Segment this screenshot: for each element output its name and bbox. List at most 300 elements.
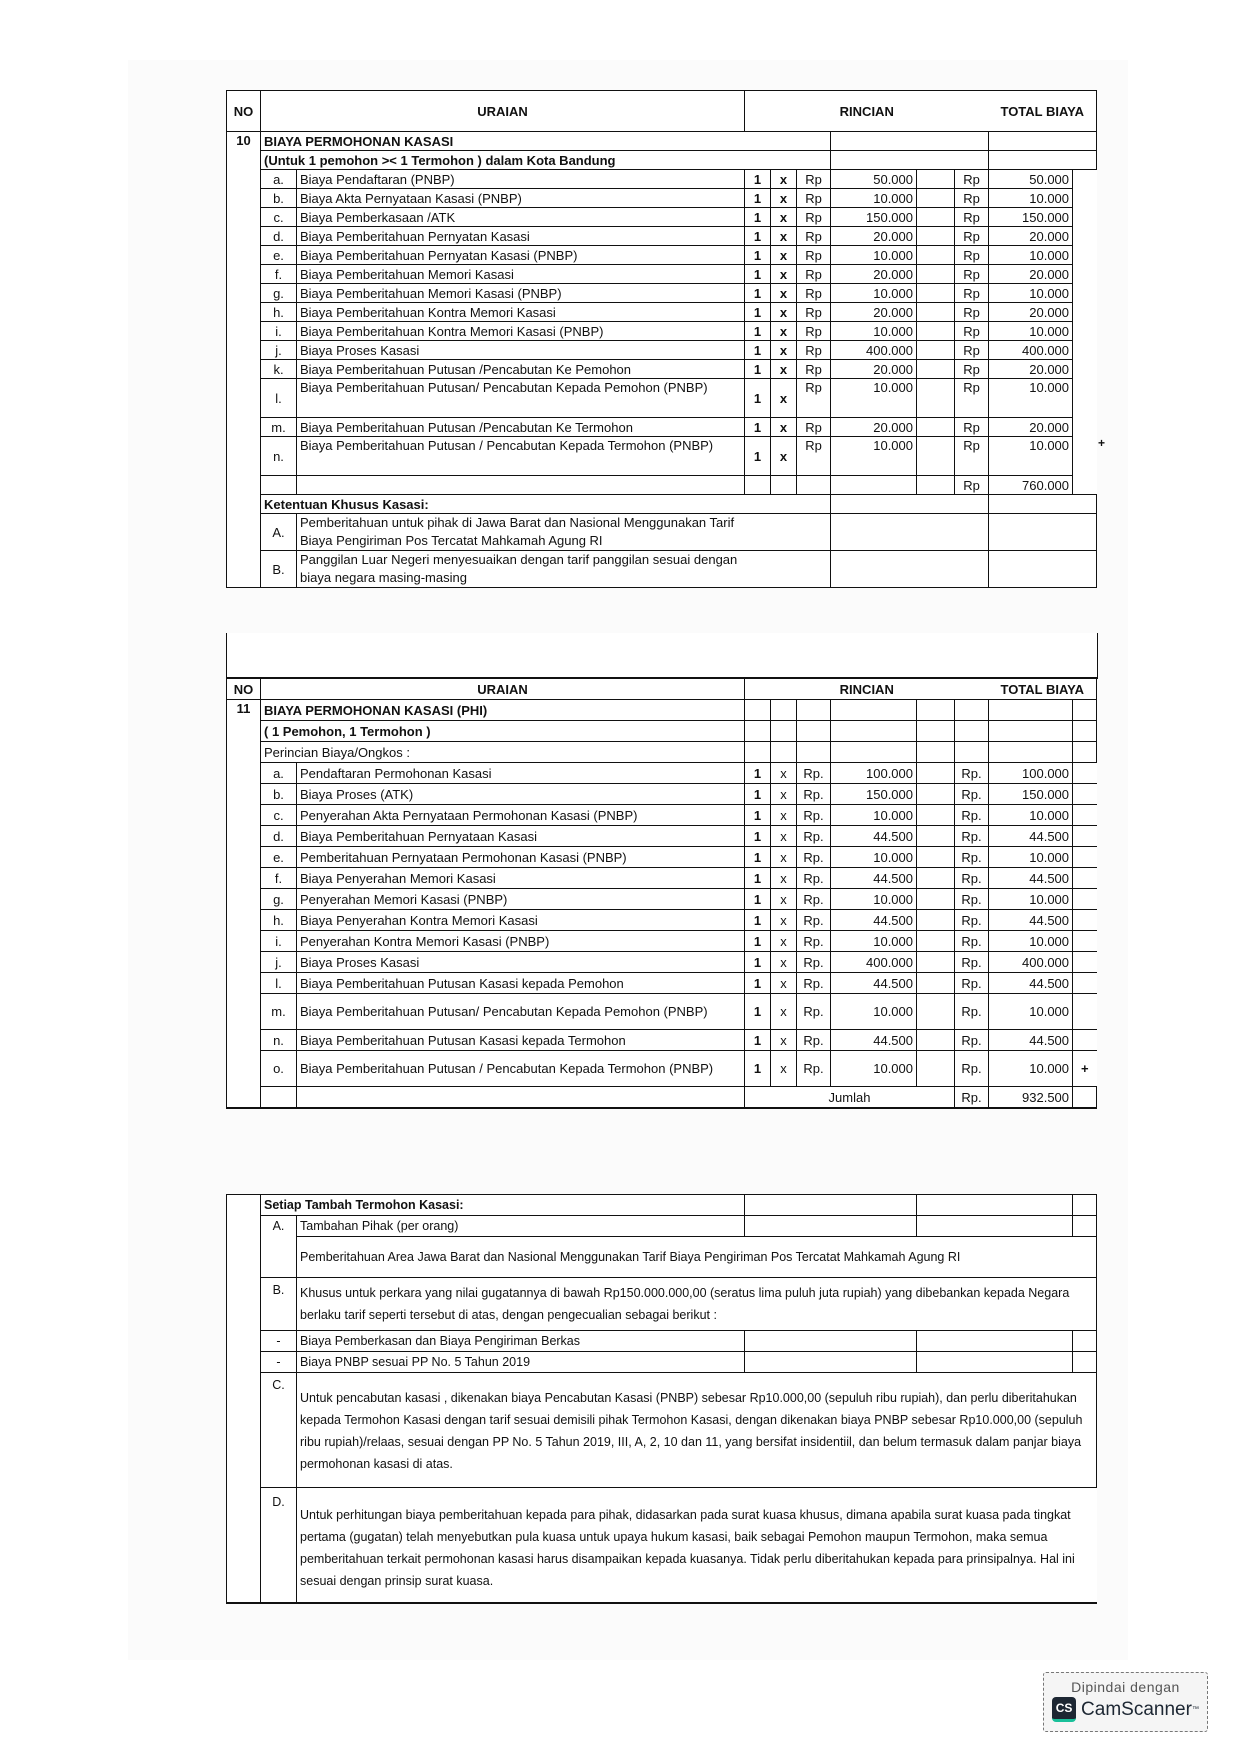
item-total: 10.000 (989, 284, 1073, 303)
item-currency: Rp. (797, 1030, 831, 1051)
item-letter: D. (261, 1488, 297, 1604)
item-letter: A. (261, 514, 297, 551)
item-total-currency: Rp. (955, 973, 989, 994)
item-times: x (771, 868, 797, 889)
item-unit-price: 10.000 (831, 246, 917, 265)
item-unit-price: 10.000 (831, 322, 917, 341)
item-total: 44.500 (989, 1030, 1073, 1051)
item-total: 50.000 (989, 170, 1073, 189)
item-currency: Rp. (797, 784, 831, 805)
bullet-row (227, 1331, 1097, 1352)
item-currency: Rp. (797, 889, 831, 910)
fee-item-row (227, 227, 1097, 246)
item-quantity: 1 (745, 910, 771, 931)
item-quantity: 1 (745, 437, 771, 476)
item-total: 20.000 (989, 418, 1073, 437)
item-total-currency: Rp (955, 208, 989, 227)
fee-item-row (227, 868, 1097, 889)
trademark-symbol: ™ (1191, 1706, 1199, 1713)
item-currency: Rp (797, 341, 831, 360)
item-times: x (771, 303, 797, 322)
item-total-currency: Rp (955, 379, 989, 418)
item-unit-price: 10.000 (831, 889, 917, 910)
section-number: 10 (227, 132, 261, 151)
sum-value: 932.500 (989, 1087, 1073, 1109)
grand-total-value: 760.000 (989, 476, 1073, 495)
item-total-currency: Rp. (955, 952, 989, 973)
item-currency: Rp. (797, 847, 831, 868)
additional-c-row (227, 1373, 1097, 1488)
additional-a-row (227, 1216, 1097, 1237)
plus-sign: + (1073, 1051, 1097, 1087)
additional-d-row (227, 1488, 1097, 1604)
item-quantity: 1 (745, 931, 771, 952)
item-currency: Rp (797, 265, 831, 284)
item-letter: a. (261, 170, 297, 189)
item-quantity: 1 (745, 418, 771, 437)
item-unit-price: 10.000 (831, 994, 917, 1030)
item-total: 400.000 (989, 952, 1073, 973)
fee-item-row (227, 931, 1097, 952)
item-total: 10.000 (989, 889, 1073, 910)
item-quantity: 1 (745, 826, 771, 847)
item-times: x (771, 826, 797, 847)
item-letter: l. (261, 379, 297, 418)
item-unit-price: 44.500 (831, 1030, 917, 1051)
fee-item-row (227, 170, 1097, 189)
item-letter: b. (261, 784, 297, 805)
item-unit-price: 400.000 (831, 341, 917, 360)
item-total-currency: Rp. (955, 763, 989, 784)
item-quantity: 1 (745, 889, 771, 910)
item-times: x (771, 973, 797, 994)
item-description: Biaya Pemberitahuan Putusan Kasasi kepada Termohon (297, 1030, 745, 1051)
item-unit-price: 10.000 (831, 1051, 917, 1087)
item-times: x (771, 910, 797, 931)
additional-d-text: Untuk perhitungan biaya pemberitahuan kepada para pihak, didasarkan pada surat kuasa khusus, dimana apabila surat kuasa pada tingkat pertama (gugatan) telah menyebutkan pula kuasa untuk upaya hukum kasasi, baik sebagai Pemohon maupun Termohon, maka semua pemberitahuan terkait permohonan kasasi harus disampaikan kepada kuasanya. Tidak perlu diberitahukan kepada para prinsipalnya. Hal ini sesuai dengan prinsip surat kuasa. (297, 1488, 1097, 1604)
section-title: BIAYA PERMOHONAN KASASI (PHI) (261, 700, 745, 721)
item-total-currency: Rp. (955, 826, 989, 847)
special-provisions-title: Ketentuan Khusus Kasasi: (261, 495, 831, 514)
fee-item-row (227, 1051, 1097, 1087)
special-title-row (227, 495, 1097, 514)
item-currency: Rp. (797, 763, 831, 784)
fee-item-row (227, 208, 1097, 227)
item-total-currency: Rp. (955, 805, 989, 826)
item-letter: i. (261, 322, 297, 341)
item-currency: Rp. (797, 973, 831, 994)
item-total: 44.500 (989, 826, 1073, 847)
fee-item-row (227, 805, 1097, 826)
breakdown-label: Perincian Biaya/Ongkos : (261, 742, 745, 763)
item-times: x (771, 170, 797, 189)
fee-item-row (227, 973, 1097, 994)
item-description: Biaya Pemberitahuan Putusan /Pencabutan Ke Termohon (297, 418, 745, 437)
text-line: Pemberitahuan untuk pihak di Jawa Barat dan Nasional Menggunakan Tarif (300, 515, 735, 530)
item-total-currency: Rp. (955, 910, 989, 931)
additional-a-text: Pemberitahuan Area Jawa Barat dan Nasional Menggunakan Tarif Biaya Pengiriman Pos Tercatat Mahkamah Agung RI (297, 1237, 1097, 1278)
special-provision-row (227, 551, 1097, 588)
additional-b-row (227, 1278, 1097, 1331)
item-letter: A. (261, 1216, 297, 1237)
header-total: TOTAL BIAYA (989, 91, 1097, 132)
item-letter: h. (261, 303, 297, 322)
item-unit-price: 20.000 (831, 227, 917, 246)
item-times: x (771, 763, 797, 784)
bullet-text: Biaya Pemberkasan dan Biaya Pengiriman Berkas (297, 1331, 745, 1352)
item-unit-price: 10.000 (831, 379, 917, 418)
item-total-currency: Rp (955, 322, 989, 341)
item-times: x (771, 208, 797, 227)
item-description: Biaya Pemberitahuan Putusan Kasasi kepada Pemohon (297, 973, 745, 994)
fee-item-row (227, 341, 1097, 360)
additional-a-label: Tambahan Pihak (per orang) (297, 1216, 745, 1237)
item-total-currency: Rp (955, 246, 989, 265)
bullet-text: Biaya PNBP sesuai PP No. 5 Tahun 2019 (297, 1352, 745, 1373)
grand-total-currency: Rp (955, 476, 989, 495)
item-unit-price: 44.500 (831, 826, 917, 847)
item-description: Biaya Pemberkasaan /ATK (297, 208, 745, 227)
item-total: 10.000 (989, 847, 1073, 868)
sum-row (227, 1087, 1097, 1109)
header-uraian: URAIAN (261, 91, 745, 132)
additional-a-text-row (227, 1237, 1097, 1278)
item-total: 20.000 (989, 360, 1073, 379)
item-times: x (771, 437, 797, 476)
item-quantity: 1 (745, 379, 771, 418)
item-currency: Rp (797, 208, 831, 227)
item-letter: C. (261, 1373, 297, 1488)
fee-table-10 (226, 90, 1097, 588)
item-unit-price: 50.000 (831, 170, 917, 189)
item-unit-price: 100.000 (831, 763, 917, 784)
item-total-currency: Rp (955, 227, 989, 246)
fee-item-row (227, 437, 1097, 476)
item-description: Biaya Proses Kasasi (297, 341, 745, 360)
item-currency: Rp (797, 418, 831, 437)
item-unit-price: 10.000 (831, 437, 917, 476)
item-description: Penyerahan Akta Pernyataan Permohonan Kasasi (PNBP) (297, 805, 745, 826)
item-currency: Rp (797, 437, 831, 476)
item-letter: m. (261, 418, 297, 437)
sum-label: Jumlah (745, 1087, 955, 1109)
item-total: 44.500 (989, 868, 1073, 889)
item-total: 10.000 (989, 379, 1073, 418)
item-total-currency: Rp (955, 170, 989, 189)
item-description: Biaya Akta Pernyataan Kasasi (PNBP) (297, 189, 745, 208)
item-quantity: 1 (745, 246, 771, 265)
breakdown-label-row (227, 742, 1097, 763)
fee-item-row (227, 360, 1097, 379)
item-description: Biaya Pendaftaran (PNBP) (297, 170, 745, 189)
item-currency: Rp (797, 360, 831, 379)
item-quantity: 1 (745, 1051, 771, 1087)
item-quantity: 1 (745, 189, 771, 208)
item-times: x (771, 1030, 797, 1051)
item-currency: Rp (797, 322, 831, 341)
item-description: Biaya Pemberitahuan Putusan/ Pencabutan Kepada Pemohon (PNBP) (297, 379, 745, 418)
item-total-currency: Rp (955, 418, 989, 437)
item-total-currency: Rp (955, 341, 989, 360)
plus-sign: + (1098, 436, 1106, 450)
item-description: Biaya Pemberitahuan Putusan /Pencabutan Ke Pemohon (297, 360, 745, 379)
item-description: Biaya Proses (ATK) (297, 784, 745, 805)
item-currency: Rp. (797, 805, 831, 826)
item-total: 20.000 (989, 227, 1073, 246)
additional-c-text: Untuk pencabutan kasasi , dikenakan biaya Pencabutan Kasasi (PNBP) sebesar Rp10.000,00 (sepuluh ribu rupiah), dan perlu diberitahukan kepada Termohon Kasasi dengan tarif sesuai demisili pihak Termohon Kasasi, dengan dikenakan biaya PNBP sebesar Rp10.000,00 (sepuluh ribu rupiah)/relaas, sesuai dengan PP No. 5 Tahun 2019, III, A, 2, 10 dan 11, yang bersifat insidentiil, dan belum termasuk dalam panjar biaya permohonan kasasi di atas. (297, 1373, 1097, 1488)
item-currency: Rp. (797, 910, 831, 931)
item-times: x (771, 784, 797, 805)
item-total: 20.000 (989, 265, 1073, 284)
item-letter: l. (261, 973, 297, 994)
header-rincian: RINCIAN (745, 679, 989, 700)
fee-item-row (227, 994, 1097, 1030)
item-quantity: 1 (745, 322, 771, 341)
section-subtitle: (Untuk 1 pemohon >< 1 Termohon ) dalam Kota Bandung (261, 151, 831, 170)
item-description: Biaya Pemberitahuan Kontra Memori Kasasi (297, 303, 745, 322)
item-total-currency: Rp (955, 189, 989, 208)
section-subtitle: ( 1 Pemohon, 1 Termohon ) (261, 721, 745, 742)
item-total: 400.000 (989, 341, 1073, 360)
item-total-currency: Rp. (955, 868, 989, 889)
item-currency: Rp. (797, 826, 831, 847)
item-description: Biaya Pemberitahuan Memori Kasasi (297, 265, 745, 284)
watermark-caption: Dipindai dengan (1071, 1679, 1180, 1695)
item-currency: Rp (797, 303, 831, 322)
additional-title: Setiap Tambah Termohon Kasasi: (261, 1195, 745, 1216)
item-letter: j. (261, 341, 297, 360)
fee-item-row (227, 889, 1097, 910)
item-total: 10.000 (989, 994, 1073, 1030)
section-subtitle-row (227, 721, 1097, 742)
item-unit-price: 20.000 (831, 303, 917, 322)
item-letter: n. (261, 1030, 297, 1051)
fee-item-row (227, 952, 1097, 973)
item-letter: c. (261, 208, 297, 227)
item-description: Biaya Pemberitahuan Pernyatan Kasasi (PNBP) (297, 246, 745, 265)
item-total: 20.000 (989, 303, 1073, 322)
fee-item-row (227, 1030, 1097, 1051)
item-letter: B. (261, 551, 297, 588)
item-unit-price: 44.500 (831, 973, 917, 994)
section-subtitle-row (227, 151, 1097, 170)
item-description: Biaya Pemberitahuan Putusan / Pencabutan Kepada Termohon (PNBP) (297, 437, 745, 476)
item-times: x (771, 284, 797, 303)
item-quantity: 1 (745, 208, 771, 227)
item-total: 10.000 (989, 189, 1073, 208)
item-quantity: 1 (745, 265, 771, 284)
item-times: x (771, 931, 797, 952)
item-total: 10.000 (989, 246, 1073, 265)
item-quantity: 1 (745, 784, 771, 805)
item-quantity: 1 (745, 973, 771, 994)
item-times: x (771, 189, 797, 208)
item-quantity: 1 (745, 360, 771, 379)
item-total-currency: Rp (955, 303, 989, 322)
item-unit-price: 20.000 (831, 360, 917, 379)
fee-item-row (227, 847, 1097, 868)
item-quantity: 1 (745, 763, 771, 784)
item-letter: m. (261, 994, 297, 1030)
item-total: 10.000 (989, 437, 1073, 476)
item-currency: Rp (797, 227, 831, 246)
fee-item-row (227, 910, 1097, 931)
item-currency: Rp (797, 379, 831, 418)
item-unit-price: 20.000 (831, 418, 917, 437)
item-times: x (771, 246, 797, 265)
item-currency: Rp (797, 189, 831, 208)
text-line: biaya negara masing-masing (300, 570, 467, 585)
item-unit-price: 10.000 (831, 189, 917, 208)
header-rincian: RINCIAN (745, 91, 989, 132)
item-times: x (771, 227, 797, 246)
item-times: x (771, 889, 797, 910)
item-description: Pendaftaran Permohonan Kasasi (297, 763, 745, 784)
item-times: x (771, 322, 797, 341)
item-unit-price: 20.000 (831, 265, 917, 284)
item-letter: j. (261, 952, 297, 973)
item-total-currency: Rp (955, 437, 989, 476)
item-currency: Rp. (797, 1051, 831, 1087)
item-times: x (771, 805, 797, 826)
item-total: 44.500 (989, 973, 1073, 994)
item-currency: Rp (797, 246, 831, 265)
item-total: 10.000 (989, 931, 1073, 952)
item-description: Biaya Penyerahan Memori Kasasi (297, 868, 745, 889)
item-unit-price: 10.000 (831, 284, 917, 303)
item-letter: o. (261, 1051, 297, 1087)
text-line: Biaya Pengiriman Pos Tercatat Mahkamah Agung RI (300, 533, 603, 548)
header-total: TOTAL BIAYA (989, 679, 1097, 700)
section-number: 11 (227, 700, 261, 721)
item-description: Pemberitahuan Pernyataan Permohonan Kasasi (PNBP) (297, 847, 745, 868)
item-unit-price: 10.000 (831, 931, 917, 952)
item-total-currency: Rp. (955, 994, 989, 1030)
item-total-currency: Rp. (955, 931, 989, 952)
item-total-currency: Rp. (955, 1051, 989, 1087)
fee-item-row (227, 784, 1097, 805)
item-description: Penyerahan Memori Kasasi (PNBP) (297, 889, 745, 910)
fee-item-row (227, 265, 1097, 284)
fee-item-row (227, 284, 1097, 303)
item-description: Biaya Pemberitahuan Putusan/ Pencabutan Kepada Pemohon (PNBP) (297, 994, 745, 1030)
camscanner-watermark (1043, 1672, 1208, 1732)
item-quantity: 1 (745, 170, 771, 189)
section-title: BIAYA PERMOHONAN KASASI (261, 132, 831, 151)
item-description: Biaya Pemberitahuan Pernyatan Kasasi (297, 227, 745, 246)
item-times: x (771, 952, 797, 973)
item-quantity: 1 (745, 805, 771, 826)
item-unit-price: 150.000 (831, 208, 917, 227)
item-letter: d. (261, 826, 297, 847)
header-uraian: URAIAN (261, 679, 745, 700)
sum-currency: Rp. (955, 1087, 989, 1109)
item-quantity: 1 (745, 847, 771, 868)
item-letter: B. (261, 1278, 297, 1331)
watermark-brand: CamScanner (1081, 1698, 1192, 1720)
item-letter: a. (261, 763, 297, 784)
section-title-row (227, 132, 1097, 151)
item-total-currency: Rp. (955, 847, 989, 868)
item-description: Biaya Pemberitahuan Kontra Memori Kasasi (PNBP) (297, 322, 745, 341)
item-total: 150.000 (989, 784, 1073, 805)
item-times: x (771, 360, 797, 379)
item-total: 44.500 (989, 910, 1073, 931)
item-letter: e. (261, 847, 297, 868)
item-quantity: 1 (745, 868, 771, 889)
header-row (227, 679, 1097, 700)
additional-notes-table (226, 1194, 1097, 1604)
header-no: NO (227, 679, 261, 700)
special-provision-row (227, 514, 1097, 551)
fee-table-11 (226, 678, 1097, 1109)
item-letter: f. (261, 265, 297, 284)
header-no: NO (227, 91, 261, 132)
item-quantity: 1 (745, 284, 771, 303)
table-gap (226, 633, 1098, 679)
item-letter: g. (261, 284, 297, 303)
item-unit-price: 150.000 (831, 784, 917, 805)
special-provision-text (297, 514, 831, 551)
item-letter: k. (261, 360, 297, 379)
item-times: x (771, 265, 797, 284)
fee-item-row (227, 246, 1097, 265)
item-total-currency: Rp. (955, 784, 989, 805)
item-quantity: 1 (745, 1030, 771, 1051)
item-currency: Rp. (797, 931, 831, 952)
item-letter: h. (261, 910, 297, 931)
item-letter: d. (261, 227, 297, 246)
item-quantity: 1 (745, 341, 771, 360)
item-unit-price: 10.000 (831, 805, 917, 826)
item-letter: f. (261, 868, 297, 889)
fee-item-row (227, 322, 1097, 341)
item-currency: Rp. (797, 994, 831, 1030)
item-times: x (771, 1051, 797, 1087)
additional-b-text: Khusus untuk perkara yang nilai gugatannya di bawah Rp150.000.000,00 (seratus lima puluh juta rupiah) yang dibebankan kepada Negara berlaku tarif seperti tersebut di atas, dengan pengecualian sebagai berikut : (297, 1278, 1097, 1331)
fee-item-row (227, 303, 1097, 322)
bullet-mark: - (261, 1352, 297, 1373)
item-description: Biaya Penyerahan Kontra Memori Kasasi (297, 910, 745, 931)
grand-total-row (227, 476, 1097, 495)
item-currency: Rp (797, 170, 831, 189)
item-total-currency: Rp (955, 265, 989, 284)
item-description: Penyerahan Kontra Memori Kasasi (PNBP) (297, 931, 745, 952)
item-total-currency: Rp. (955, 1030, 989, 1051)
fee-item-row (227, 379, 1097, 418)
header-row (227, 91, 1097, 132)
item-total: 100.000 (989, 763, 1073, 784)
item-times: x (771, 379, 797, 418)
item-letter: b. (261, 189, 297, 208)
item-times: x (771, 994, 797, 1030)
special-provision-text (297, 551, 831, 588)
item-total: 10.000 (989, 322, 1073, 341)
item-currency: Rp. (797, 952, 831, 973)
item-letter: n. (261, 437, 297, 476)
item-total-currency: Rp. (955, 889, 989, 910)
item-times: x (771, 847, 797, 868)
item-total: 10.000 (989, 805, 1073, 826)
bullet-mark: - (261, 1331, 297, 1352)
fee-item-row (227, 826, 1097, 847)
item-currency: Rp (797, 284, 831, 303)
item-unit-price: 44.500 (831, 868, 917, 889)
item-description: Biaya Pemberitahuan Pernyataan Kasasi (297, 826, 745, 847)
item-letter: g. (261, 889, 297, 910)
item-currency: Rp. (797, 868, 831, 889)
item-description: Biaya Pemberitahuan Putusan / Pencabutan Kepada Termohon (PNBP) (297, 1051, 745, 1087)
